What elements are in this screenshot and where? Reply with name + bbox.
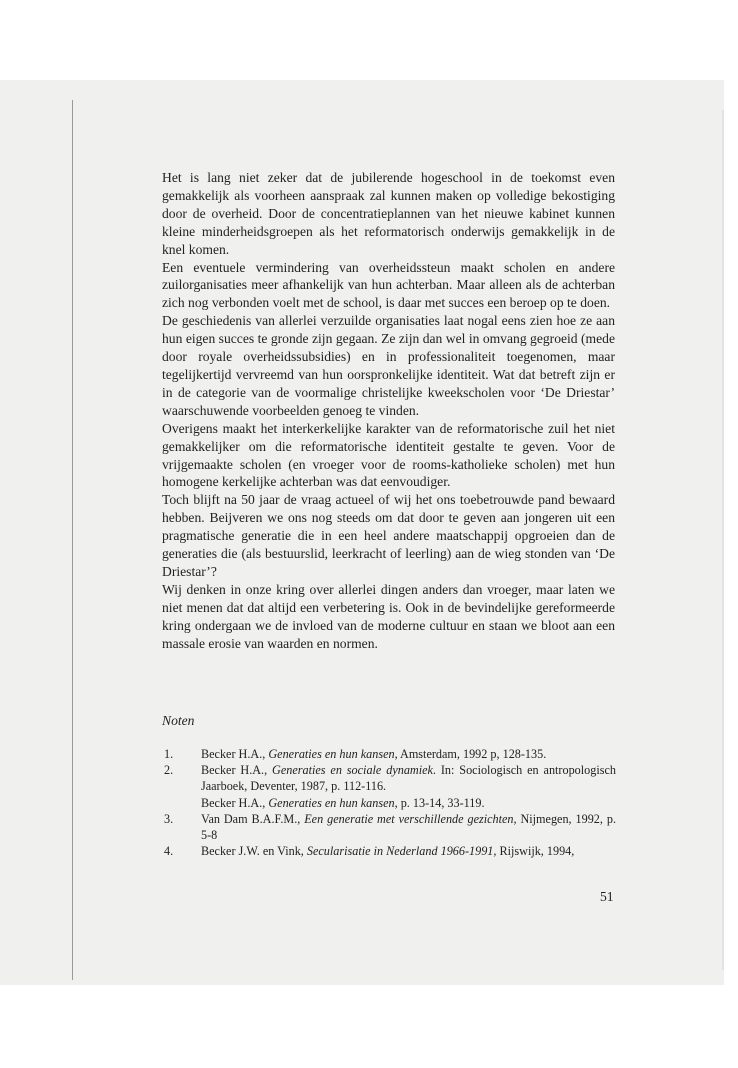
note-author: Becker H.A., — [201, 747, 269, 761]
note-extra-title: Generaties en hun kansen — [268, 795, 395, 810]
note-extra-author: Becker H.A., — [201, 795, 269, 810]
note-title: Secularisatie in Nederland 1966-1991 — [306, 844, 494, 859]
note-number: 1. — [164, 747, 174, 761]
page-number: 51 — [600, 889, 614, 904]
note-item — [164, 811, 616, 843]
note-extra — [201, 795, 616, 811]
note-author: Becker J.W. en Vink, — [201, 844, 307, 859]
note-item — [164, 746, 616, 762]
note-extra-rest: , p. 13-14, 33-119. — [394, 795, 485, 810]
paragraph: Een eventuele vermindering van overheidssteun maakt scholen en andere zuilorganisaties meer afhankelijk van hun achterban. Maar alleen als de achterban zich nog verbonden voelt met de school, is daar met succes een beroep op te doen. — [162, 259, 615, 311]
note-number: 4. — [164, 844, 174, 859]
paragraph: De geschiedenis van allerlei verzuilde organisaties laat nogal eens zien hoe ze aan hun eigen succes te gronde zijn gegaan. Ze zijn dan wel in omvang gegroeid (mede door royale overheidssubsidies) en in professionaliteit toegenomen, maar tegelijkertijd vervreemd van hun oorspronkelijke identiteit. Wat dat betreft zijn er in de categorie van de voormalige christelijke kweekscholen voor ‘De Driestar’ waarschuwende voorbeelden genoeg te vinden. — [162, 313, 615, 418]
paragraph: Overigens maakt het interkerkelijke karakter van de reformatorische zuil het niet gemakkelijker om die reformatorische identiteit gestalte te geven. Voor de vrijgemaakte scholen (en vroeger voor de rooms-katholieke scholen) met hun homogene kerkelijke achterban was dat eenvoudiger. — [162, 420, 615, 490]
page-binding-edge — [72, 100, 73, 980]
note-item — [164, 843, 616, 859]
note-author: Van Dam B.A.F.M., — [201, 811, 305, 826]
body-text — [162, 169, 615, 652]
note-title: Generaties en sociale dynamiek — [272, 763, 433, 778]
notes-heading: Noten — [162, 713, 195, 728]
note-title: Generaties en hun kansen — [268, 747, 395, 761]
paragraph: Het is lang niet zeker dat de jubilerende hogeschool in de toekomst even gemakkelijk als voorheen aanspraak zal kunnen maken op volledige bekostiging door de overheid. Door de concentratieplannen van het nieuwe kabinet kunnen kleine minderheidsgroepen als het reformatorisch onderwijs gemakkelijk in de knel komen. — [162, 170, 615, 257]
notes-list — [164, 746, 616, 859]
note-title: Een generatie met verschillende gezichten — [304, 811, 514, 826]
paragraph: Wij denken in onze kring over allerlei dingen anders dan vroeger, maar laten we niet menen dat dat altijd een verbetering is. Ook in de bevindelijke gereformeerde kring ondergaan we de invloed van de moderne cultuur en staan we bloot aan een massale erosie van waarden en normen. — [162, 581, 615, 651]
note-rest: , Nijmegen, 1992, p. 5-8 — [201, 811, 617, 843]
note-rest: , Amsterdam, 1992 p, 128-135. — [394, 747, 547, 761]
note-number: 3. — [164, 811, 174, 826]
note-author: Becker H.A., — [201, 763, 273, 778]
note-number: 2. — [164, 763, 174, 778]
page-right-edge — [722, 110, 724, 970]
note-rest: , Rijswijk, 1994, — [493, 844, 575, 859]
note-rest: . In: Sociologisch en antropologisch Jaarboek, Deventer, 1987, p. 112-116. — [201, 763, 616, 794]
note-item — [164, 762, 616, 811]
paragraph: Toch blijft na 50 jaar de vraag actueel of wij het ons toebetrouwde pand bewaard hebben. Beijveren we ons nog steeds om dat door te geven aan jongeren uit een pragmatische generatie die in een heel andere maatschappij opgroeien dan de generaties die (als bestuurslid, leerkracht of leerling) aan de wieg stonden van ‘De Driestar’? — [162, 492, 615, 579]
